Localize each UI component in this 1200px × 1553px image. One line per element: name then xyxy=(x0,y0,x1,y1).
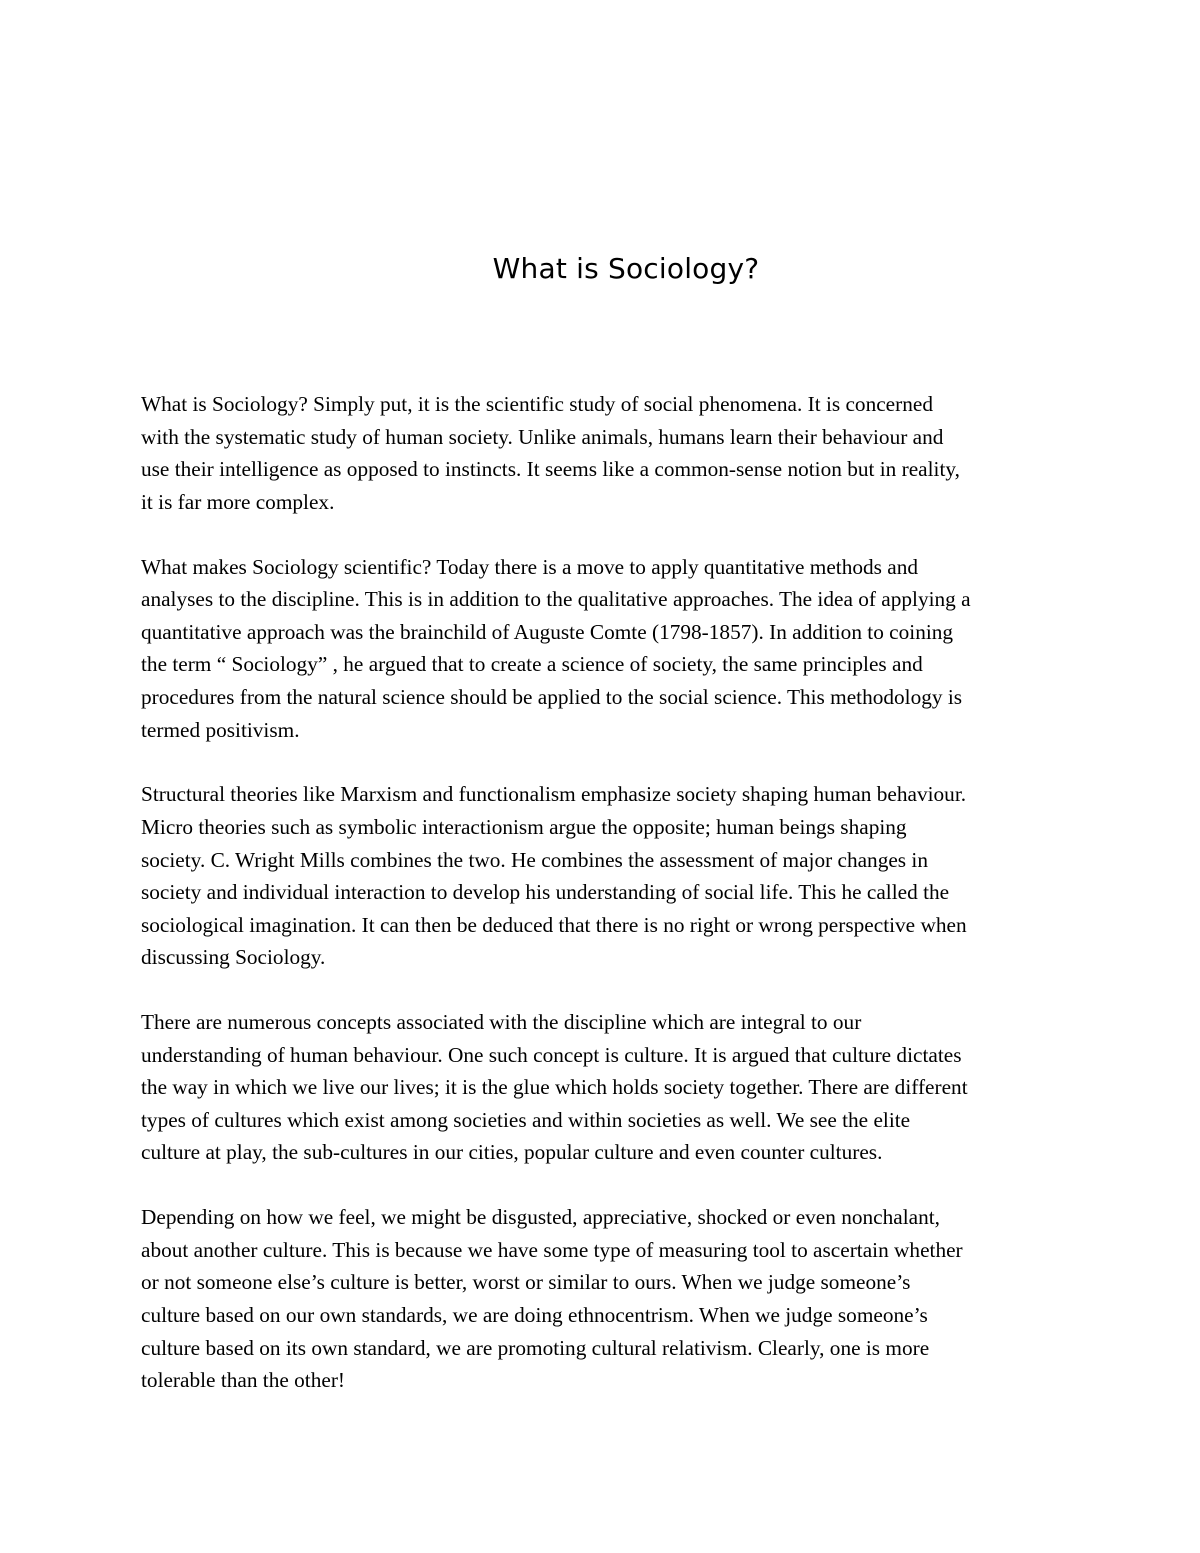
text-line: society. C. Wright Mills combines the two. He combines the assessment of major changes in xyxy=(141,847,928,872)
text-line: There are numerous concepts associated with the discipline which are integral to our xyxy=(141,1010,862,1035)
text-line: culture based on its own standard, we are promoting cultural relativism. Clearly, one is more xyxy=(141,1335,930,1360)
text-line: with the systematic study of human society. Unlike animals, humans learn their behaviour and xyxy=(141,424,944,449)
text-line: the way in which we live our lives; it is the glue which holds society together. There are different xyxy=(141,1075,968,1100)
text-line: the term “ Sociology” , he argued that to create a science of society, the same principles and xyxy=(141,652,923,677)
text-line: Structural theories like Marxism and functionalism emphasize society shaping human behaviour. xyxy=(141,782,967,807)
paragraph xyxy=(141,1201,1066,1397)
text-line: Micro theories such as symbolic interactionism argue the opposite; human beings shaping xyxy=(141,814,907,839)
text-line: about another culture. This is because we have some type of measuring tool to ascertain whether xyxy=(141,1237,963,1262)
text-line: culture based on our own standards, we are doing ethnocentrism. When we judge someone’s xyxy=(141,1303,928,1327)
text-line: discussing Sociology. xyxy=(141,945,326,970)
text-line: termed positivism. xyxy=(141,717,300,742)
text-line: analyses to the discipline. This is in addition to the qualitative approaches. The idea of applying a xyxy=(141,587,971,612)
text-line: it is far more complex. xyxy=(141,489,335,514)
text-line: procedures from the natural science should be applied to the social science. This methodology is xyxy=(141,684,963,709)
text-line: What makes Sociology scientific? Today there is a move to apply quantitative methods and xyxy=(141,554,919,579)
document-title: What is Sociology? xyxy=(492,252,760,285)
paragraph xyxy=(141,1006,1066,1169)
paragraph xyxy=(141,551,1066,747)
text-line: society and individual interaction to develop his understanding of social life. This he called the xyxy=(141,880,950,905)
text-line: understanding of human behaviour. One such concept is culture. It is argued that culture dictates xyxy=(141,1042,962,1067)
text-line: types of cultures which exist among societies and within societies as well. We see the elite xyxy=(141,1107,911,1132)
text-line: Depending on how we feel, we might be disgusted, appreciative, shocked or even nonchalant, xyxy=(141,1205,940,1230)
text-line: tolerable than the other! xyxy=(141,1368,346,1393)
paragraph xyxy=(141,388,1066,518)
text-line: use their intelligence as opposed to instincts. It seems like a common-sense notion but in reality, xyxy=(141,457,960,482)
text-line: quantitative approach was the brainchild of Auguste Comte (1798-1857). In addition to coining xyxy=(141,619,954,644)
text-line: sociological imagination. It can then be deduced that there is no right or wrong perspective when xyxy=(141,912,967,937)
text-line: or not someone else’s culture is better, worst or similar to ours. When we judge someone’s xyxy=(141,1270,911,1295)
paragraph xyxy=(141,778,1066,974)
text-line: culture at play, the sub-cultures in our cities, popular culture and even counter cultures. xyxy=(141,1140,883,1165)
document-body xyxy=(141,388,1066,1429)
text-line: What is Sociology? Simply put, it is the scientific study of social phenomena. It is concerned xyxy=(141,392,933,416)
